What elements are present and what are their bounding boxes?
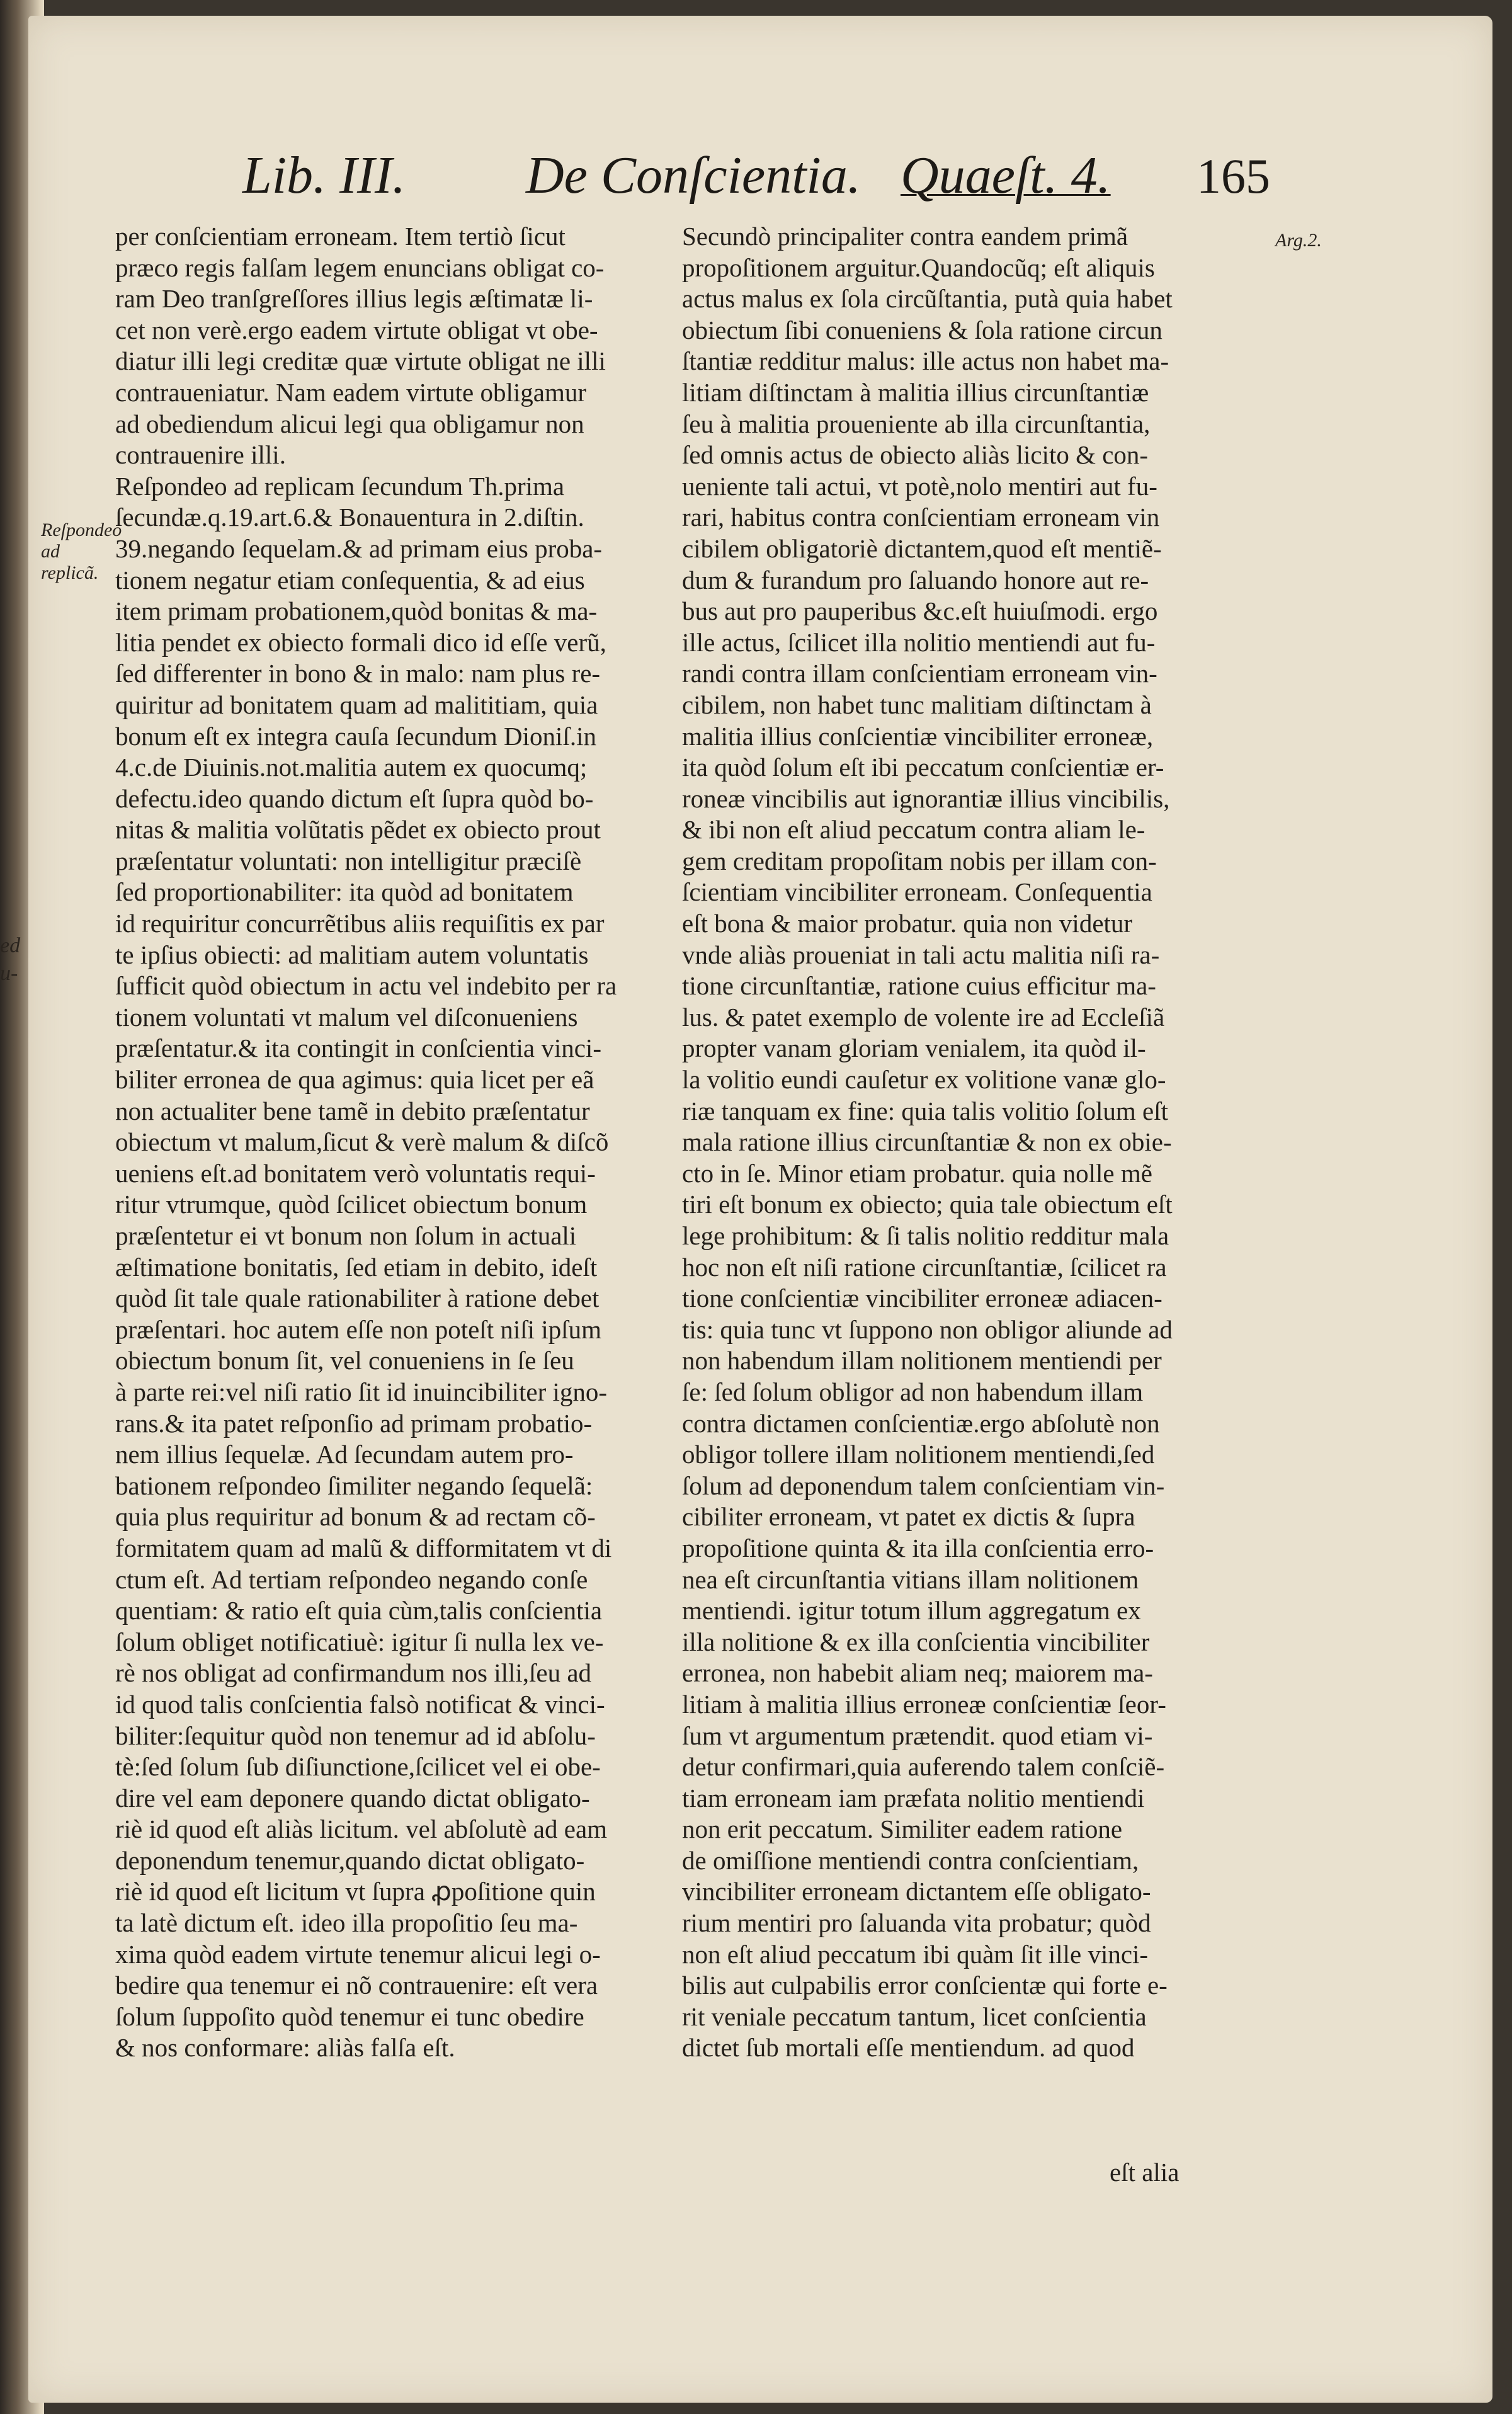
left-column-line: diatur illi legi creditæ quæ virtute obligat ne illi bbox=[115, 346, 606, 376]
right-column-line: litiam diſtinctam à malitia illius circunſtantiæ bbox=[682, 377, 1149, 407]
right-column-line: ſolum ad deponendum talem conſcientiam vin- bbox=[682, 1471, 1165, 1500]
right-column-line: cto in ſe. Minor etiam probatur. quia nolle mẽ bbox=[682, 1158, 1152, 1188]
left-column-line: obiectum bonum ſit, vel conueniens in ſe ſeu bbox=[115, 1346, 574, 1375]
right-column-line: litiam à malitia illius erroneæ conſcientiæ ſeor- bbox=[682, 1689, 1166, 1719]
right-column-line: propoſitionem arguitur.Quandocũq; eſt aliquis bbox=[682, 253, 1155, 282]
right-column-line: tiam erroneam iam præfata nolitio mentiendi bbox=[682, 1783, 1145, 1813]
left-column-line: ctum eſt. Ad tertiam reſpondeo negando conſe bbox=[115, 1564, 588, 1594]
left-column-line: ſecundæ.q.19.art.6.& Bonauentura in 2.diſtin. bbox=[115, 503, 584, 532]
left-column-line: dire vel eam deponere quando dictat obligato- bbox=[115, 1783, 590, 1813]
left-column-line: ta latè dictum eſt. ideo illa propoſitio ſeu ma- bbox=[115, 1908, 578, 1938]
running-header bbox=[28, 145, 1492, 220]
left-column-line: bationem reſpondeo ſimiliter negando ſequelã: bbox=[115, 1471, 593, 1500]
left-column-line: defectu.ideo quando dictum eſt ſupra quòd bo- bbox=[115, 783, 594, 813]
right-column-line: propoſitione quinta & ita illa conſcientia erro- bbox=[682, 1533, 1154, 1563]
left-column-line: ritur vtrumque, quòd ſcilicet obiectum bonum bbox=[115, 1190, 588, 1219]
left-column-line: quia plus requiritur ad bonum & ad rectam cõ- bbox=[115, 1502, 596, 1532]
book-number: Lib. III. bbox=[242, 146, 406, 205]
left-column-line: quòd ſit tale quale rationabiliter à ratione debet bbox=[115, 1284, 600, 1313]
left-column-line: contraueniatur. Nam eadem virtute obligamur bbox=[115, 377, 586, 407]
right-column-line: rium mentiri pro ſaluanda vita probatur; quòd bbox=[682, 1908, 1151, 1938]
right-column-line: detur confirmari,quia auferendo talem conſciẽ- bbox=[682, 1752, 1165, 1782]
left-column-line: & nos conformare: aliàs falſa eſt. bbox=[115, 2033, 455, 2063]
left-column-line: quentiam: & ratio eſt quia cùm,talis conſcientia bbox=[115, 1596, 603, 1625]
left-column-line: Reſpondeo ad replicam ſecundum Th.prima bbox=[115, 471, 565, 501]
left-column-line: xima quòd eadem virtute tenemur alicui legi o- bbox=[115, 1939, 601, 1969]
left-column-line: præco regis falſam legem enuncians obligat co- bbox=[115, 253, 605, 282]
left-column-line: deponendum tenemur,quando dictat obligato- bbox=[115, 1845, 585, 1875]
left-column-line: ram Deo tranſgreſſores illius legis æſtimatæ li- bbox=[115, 284, 593, 314]
right-column-line: non erit peccatum. Similiter eadem ratione bbox=[682, 1814, 1123, 1844]
running-title: De Conſcientia. bbox=[526, 146, 861, 205]
left-column-line: rans.& ita patet reſponſio ad primam probatio- bbox=[115, 1408, 593, 1438]
right-column-line: ſed omnis actus de obiecto aliàs licito & con- bbox=[682, 440, 1149, 470]
left-column-line: ueniens eſt.ad bonitatem verò voluntatis requi- bbox=[115, 1158, 596, 1188]
right-column-line: ille actus, ſcilicet illa nolitio mentiendi aut fu- bbox=[682, 627, 1156, 657]
left-column-line: præſentari. hoc autem eſſe non poteſt niſi ipſum bbox=[115, 1314, 601, 1344]
previous-page-margin-fragment: ed u- bbox=[0, 934, 21, 985]
left-column-line: præſentatur.& ita contingit in conſcientia vinci- bbox=[115, 1033, 601, 1063]
right-column-line: erronea, non habebit aliam neq; maiorem ma- bbox=[682, 1658, 1153, 1688]
left-column-line: non actualiter bene tamẽ in debito præſentatur bbox=[115, 1096, 590, 1125]
right-column-line: cibilem obligatoriè dictantem,quod eſt mentiẽ- bbox=[682, 533, 1162, 563]
right-column-line: la volitio eundi cauſetur ex volitione vanæ glo- bbox=[682, 1065, 1166, 1095]
right-column-line: contra dictamen conſcientiæ.ergo abſolutè non bbox=[682, 1408, 1160, 1438]
left-column-line: quiritur ad bonitatem quam ad malititiam, quia bbox=[115, 690, 598, 719]
left-column-line: ſufficit quòd obiectum in actu vel indebito per ra bbox=[115, 971, 617, 1001]
right-column-line: dum & furandum pro ſaluando honore aut re- bbox=[682, 565, 1149, 595]
left-column-line: ſed proportionabiliter: ita quòd ad bonitatem bbox=[115, 877, 574, 907]
right-column-line: vnde aliàs proueniat in tali actu malitia niſi ra- bbox=[682, 940, 1160, 969]
right-column-line: obiectum ſibi conueniens & ſola ratione circun bbox=[682, 315, 1162, 344]
right-column-line: malitia illius conſcientiæ vincibiliter erroneæ, bbox=[682, 721, 1154, 751]
page-number: 165 bbox=[1197, 149, 1270, 203]
left-column-line: obiectum vt malum,ſicut & verè malum & diſcõ bbox=[115, 1127, 609, 1157]
right-column-line: ita quòd ſolum eſt ibi peccatum conſcientiæ er- bbox=[682, 753, 1164, 782]
left-column-line: bonum eſt ex integra cauſa ſecundum Dioniſ.in bbox=[115, 721, 596, 751]
right-column-line: tis: quia tunc vt ſuppono non obligor aliunde ad bbox=[682, 1314, 1173, 1344]
left-column-line: litia pendet ex obiecto formali dico id eſſe verũ, bbox=[115, 627, 606, 657]
left-column-line: formitatem quam ad malũ & difformitatem vt di bbox=[115, 1533, 612, 1563]
left-column-line: nitas & malitia volũtatis pẽdet ex obiecto prout bbox=[115, 815, 601, 845]
right-column-line: hoc non eſt niſi ratione circunſtantiæ, ſcilicet ra bbox=[682, 1252, 1167, 1282]
right-column-line: bus aut pro pauperibus &c.eſt huiuſmodi. ergo bbox=[682, 596, 1158, 626]
left-column-line: per conſcientiam erroneam. Item tertiò ſicut bbox=[115, 222, 566, 251]
left-column-line: tionem voluntati vt malum vel diſconueniens bbox=[115, 1002, 578, 1032]
right-column-line: non eſt aliud peccatum ibi quàm ſit ille vinci- bbox=[682, 1939, 1149, 1969]
right-column-line: dictet ſub mortali eſſe mentiendum. ad quod bbox=[682, 2033, 1135, 2063]
left-column-line: 39.negando ſequelam.& ad primam eius proba- bbox=[115, 533, 603, 563]
right-column-line: nea eſt circunſtantia vitians illam nolitionem bbox=[682, 1564, 1139, 1594]
left-column-line: bedire qua tenemur ei nõ contrauenire: eſt vera bbox=[115, 1971, 598, 2000]
margin-note-right: Arg.2. bbox=[1275, 230, 1322, 251]
right-column-line: tione conſcientiæ vincibiliter erroneæ adiacen- bbox=[682, 1284, 1162, 1313]
left-column-line: ad obediendum alicui legi qua obligamur non bbox=[115, 409, 584, 438]
right-column-line: & ibi non eſt aliud peccatum contra aliam le- bbox=[682, 815, 1145, 845]
right-column-line: illa nolitione & ex illa conſcientia vincibiliter bbox=[682, 1627, 1150, 1656]
right-column-line: de omiſſione mentiendi contra conſcientiam, bbox=[682, 1845, 1139, 1875]
margin-note-left: Reſpondeo ad replicã. bbox=[41, 520, 122, 583]
left-column-line: cet non verè.ergo eadem virtute obligat vt obe- bbox=[115, 315, 598, 344]
right-column-line: tiri eſt bonum ex obiecto; quia tale obiectum eſt bbox=[682, 1190, 1173, 1219]
right-column-line: cibiliter erroneam, vt patet ex dictis & ſupra bbox=[682, 1502, 1135, 1532]
right-column-line: ſcientiam vincibiliter erroneam. Conſequentia bbox=[682, 877, 1152, 907]
left-column-line: ſed differenter in bono & in malo: nam plus re- bbox=[115, 659, 601, 688]
right-column-line: ſum vt argumentum prætendit. quod etiam vi- bbox=[682, 1721, 1153, 1750]
left-column-line: tionem negatur etiam conſequentia, & ad eius bbox=[115, 565, 585, 595]
catchword: eſt alia bbox=[1110, 2158, 1179, 2187]
left-column-line: riè id quod eſt aliàs licitum. vel abſolutè ad eam bbox=[115, 1814, 608, 1844]
right-column-line: lus. & patet exemplo de volente ire ad Eccleſiã bbox=[682, 1002, 1165, 1032]
right-column-line: obligor tollere illam nolitionem mentiendi,ſed bbox=[682, 1440, 1155, 1469]
right-column-line: propter vanam gloriam venialem, ita quòd il- bbox=[682, 1033, 1146, 1063]
left-column-line: 4.c.de Diuinis.not.malitia autem ex quocumq; bbox=[115, 753, 588, 782]
right-column-line: cibilem, non habet tunc malitiam diſtinctam à bbox=[682, 690, 1152, 719]
quaestio-number: Quaeſt. 4. bbox=[901, 146, 1111, 205]
right-column-line: ueniente tali actui, vt potè,nolo mentiri aut fu- bbox=[682, 471, 1157, 501]
right-column-line: eſt bona & maior probatur. quia non videtur bbox=[682, 909, 1133, 938]
left-text-column bbox=[115, 221, 682, 2064]
left-column-line: ſolum obliget notificatiuè: igitur ſi nulla lex ve- bbox=[115, 1627, 604, 1656]
left-column-line: contrauenire illi. bbox=[115, 440, 286, 470]
left-column-line: æſtimatione bonitatis, ſed etiam in debito, ideſt bbox=[115, 1252, 598, 1282]
book-page bbox=[28, 16, 1492, 2403]
right-column-line: riæ tanquam ex fine: quia talis volitio ſolum eſt bbox=[682, 1096, 1169, 1125]
right-column-line: roneæ vincibilis aut ignorantiæ illius vincibilis, bbox=[682, 783, 1170, 813]
right-column-line: vincibiliter erroneam dictantem eſſe obligato- bbox=[682, 1877, 1151, 1906]
right-column-line: mentiendi. igitur totum illum aggregatum ex bbox=[682, 1596, 1141, 1625]
right-column-line: gem creditam propoſitam nobis per illam con- bbox=[682, 846, 1157, 875]
left-column-line: præſentetur ei vt bonum non ſolum in actuali bbox=[115, 1221, 577, 1250]
right-column-line: ſtantiæ redditur malus: ille actus non habet ma- bbox=[682, 346, 1169, 376]
right-column-line: tione circunſtantiæ, ratione cuius efficitur ma- bbox=[682, 971, 1156, 1001]
left-column-line: biliter erronea de qua agimus: quia licet per eã bbox=[115, 1065, 594, 1095]
right-column-line: mala ratione illius circunſtantiæ & non ex obie- bbox=[682, 1127, 1172, 1157]
right-column-line: bilis aut culpabilis error conſcientæ qui forte e- bbox=[682, 1971, 1168, 2000]
right-column-line: actus malus ex ſola circũſtantia, putà quia habet bbox=[682, 284, 1173, 314]
right-column-line: non habendum illam nolitionem mentiendi per bbox=[682, 1346, 1162, 1375]
right-column-line: rari, habitus contra conſcientiam erroneam vin bbox=[682, 503, 1160, 532]
left-column-line: rè nos obligat ad confirmandum nos illi,ſeu ad bbox=[115, 1658, 592, 1688]
left-column-line: biliter:ſequitur quòd non tenemur ad id abſolu- bbox=[115, 1721, 596, 1750]
left-column-line: præſentatur voluntati: non intelligitur præciſè bbox=[115, 846, 582, 875]
right-column-line: rit veniale peccatum tantum, licet conſcientia bbox=[682, 2001, 1147, 2031]
left-column-line: riè id quod eſt licitum vt ſupra ꝓpoſitione quin bbox=[115, 1877, 596, 1906]
left-column-line: id requiritur concurrẽtibus aliis requiſitis ex par bbox=[115, 909, 605, 938]
right-column-line: ſe: ſed ſolum obligor ad non habendum illam bbox=[682, 1377, 1144, 1406]
left-column-line: tè:ſed ſolum ſub diſiunctione,ſcilicet vel ei obe- bbox=[115, 1752, 601, 1782]
left-column-line: nem illius ſequelæ. Ad ſecundam autem pro- bbox=[115, 1440, 574, 1469]
right-column-line: ſeu à malitia proueniente ab illa circunſtantia, bbox=[682, 409, 1151, 438]
right-text-column bbox=[682, 221, 1287, 2064]
left-column-line: ſolum ſuppoſito quòd tenemur ei tunc obedire bbox=[115, 2001, 584, 2031]
right-column-line: Secundò principaliter contra eandem primã bbox=[682, 222, 1128, 251]
left-column-line: item primam probationem,quòd bonitas & ma- bbox=[115, 596, 598, 626]
left-column-line: te ipſius obiecti: ad malitiam autem voluntatis bbox=[115, 940, 589, 969]
right-column-line: lege prohibitum: & ſi talis nolitio redditur mala bbox=[682, 1221, 1169, 1250]
left-column-line: id quod talis conſcientia falsò notificat & vinci- bbox=[115, 1689, 605, 1719]
right-column-line: randi contra illam conſcientiam erroneam vin- bbox=[682, 659, 1157, 688]
left-column-line: à parte rei:vel niſi ratio ſit id inuincibiliter igno- bbox=[115, 1377, 608, 1406]
